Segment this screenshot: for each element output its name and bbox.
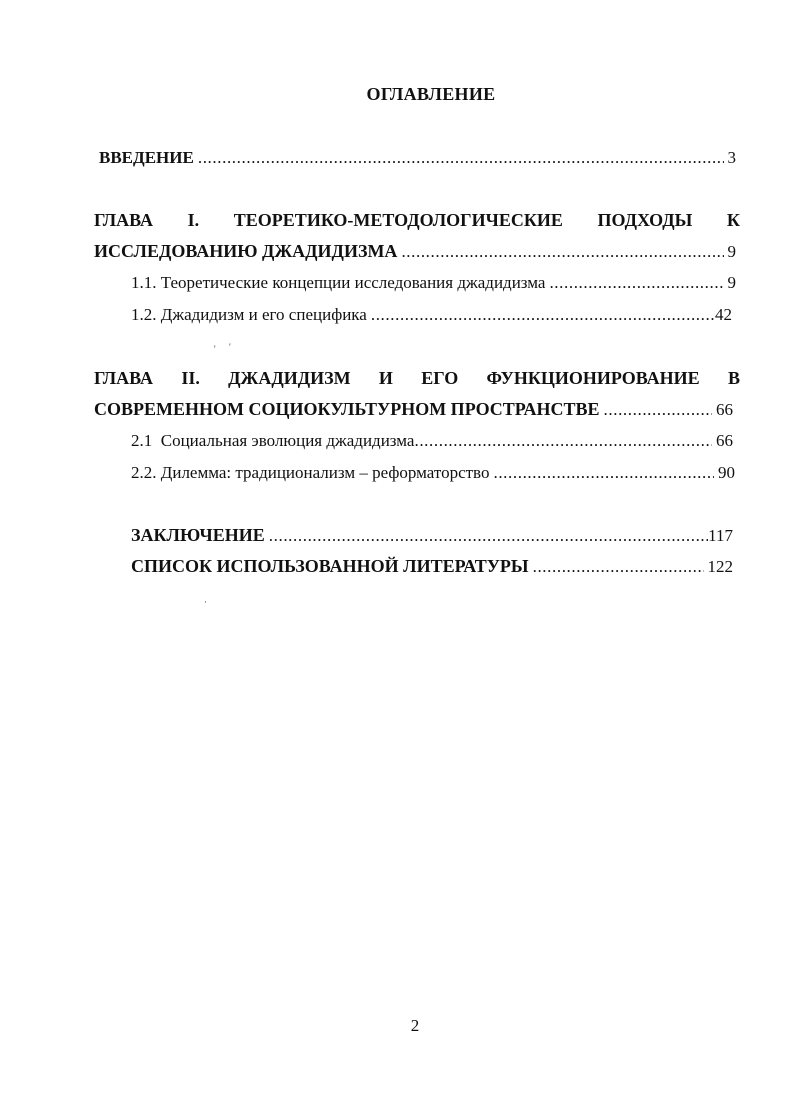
dot-leader xyxy=(401,241,723,263)
toc-entry-page: 117 xyxy=(708,526,733,545)
toc-entry-label: СПИСОК ИСПОЛЬЗОВАННОЙ ЛИТЕРАТУРЫ xyxy=(131,556,529,576)
chapter2-word: ФУНКЦИОНИРОВАНИЕ xyxy=(486,368,700,388)
chapter2-heading-line1[interactable] xyxy=(94,367,740,389)
chapter1-word: ТЕОРЕТИКО-МЕТОДОЛОГИЧЕСКИЕ xyxy=(233,210,563,230)
toc-entry-label: 2.2. Дилемма: традиционализм – реформаторство xyxy=(131,463,490,482)
chapter2-word: В xyxy=(727,368,740,388)
scan-speck: · xyxy=(204,597,207,607)
toc-entry-page: 3 xyxy=(727,148,736,167)
toc-entry-page: 42 xyxy=(715,305,732,324)
chapter2-word: ЕГО xyxy=(421,368,459,388)
chapter2-word: И xyxy=(378,368,393,388)
toc-entry-page: 66 xyxy=(716,431,733,450)
toc-entry-intro[interactable] xyxy=(99,147,736,169)
page-number: 2 xyxy=(410,1016,420,1035)
chapter1-word: К xyxy=(726,210,740,230)
toc-entry-label: ЗАКЛЮЧЕНИЕ xyxy=(131,525,265,545)
dot-leader xyxy=(414,430,712,452)
chapter1-word: ГЛАВА xyxy=(94,210,154,230)
toc-entry-section-1-2[interactable] xyxy=(131,304,732,326)
toc-entry-page: 122 xyxy=(707,557,733,576)
chapter2-word: II. xyxy=(181,368,200,388)
chapter1-word: ПОДХОДЫ xyxy=(597,210,693,230)
dot-leader xyxy=(198,147,724,169)
scan-speck: ' xyxy=(214,344,216,354)
toc-entry-section-2-1[interactable] xyxy=(131,430,733,452)
toc-entry-label: ВВЕДЕНИЕ xyxy=(99,148,194,167)
toc-entry-label: ИССЛЕДОВАНИЮ ДЖАДИДИЗМА xyxy=(94,241,398,261)
chapter2-word: ДЖАДИДИЗМ xyxy=(228,368,351,388)
toc-entry-conclusion[interactable] xyxy=(131,524,733,547)
toc-entry-page: 90 xyxy=(718,463,735,482)
toc-entry-label: 1.1. Теоретические концепции исследования джадидизма xyxy=(131,273,546,292)
toc-entry-section-1-1[interactable] xyxy=(131,272,736,294)
dot-leader xyxy=(604,399,712,421)
scan-speck: ′ xyxy=(229,342,231,352)
dot-leader xyxy=(549,272,723,294)
toc-entry-chapter1[interactable] xyxy=(94,240,736,263)
toc-entry-label: 1.2. Джадидизм и его специфика xyxy=(131,305,367,324)
chapter2-word: ГЛАВА xyxy=(94,368,154,388)
toc-entry-chapter2[interactable] xyxy=(94,398,733,421)
toc-entry-label: 2.1 Социальная эволюция джадидизма xyxy=(131,431,415,450)
dot-leader xyxy=(533,556,704,578)
dot-leader xyxy=(269,525,708,547)
toc-entry-page: 9 xyxy=(727,273,736,292)
toc-entry-page: 9 xyxy=(727,242,736,261)
chapter1-word: I. xyxy=(187,210,200,230)
chapter1-heading-line1[interactable] xyxy=(94,209,740,231)
toc-entry-section-2-2[interactable] xyxy=(131,462,735,484)
toc-entry-page: 66 xyxy=(716,400,733,419)
toc-entry-bibliography[interactable] xyxy=(131,555,733,578)
dot-leader xyxy=(371,304,715,326)
toc-entry-label: СОВРЕМЕННОМ СОЦИОКУЛЬТУРНОМ ПРОСТРАНСТВЕ xyxy=(94,399,600,419)
dot-leader xyxy=(493,462,714,484)
toc-title: ОГЛАВЛЕНИЕ xyxy=(366,84,496,104)
